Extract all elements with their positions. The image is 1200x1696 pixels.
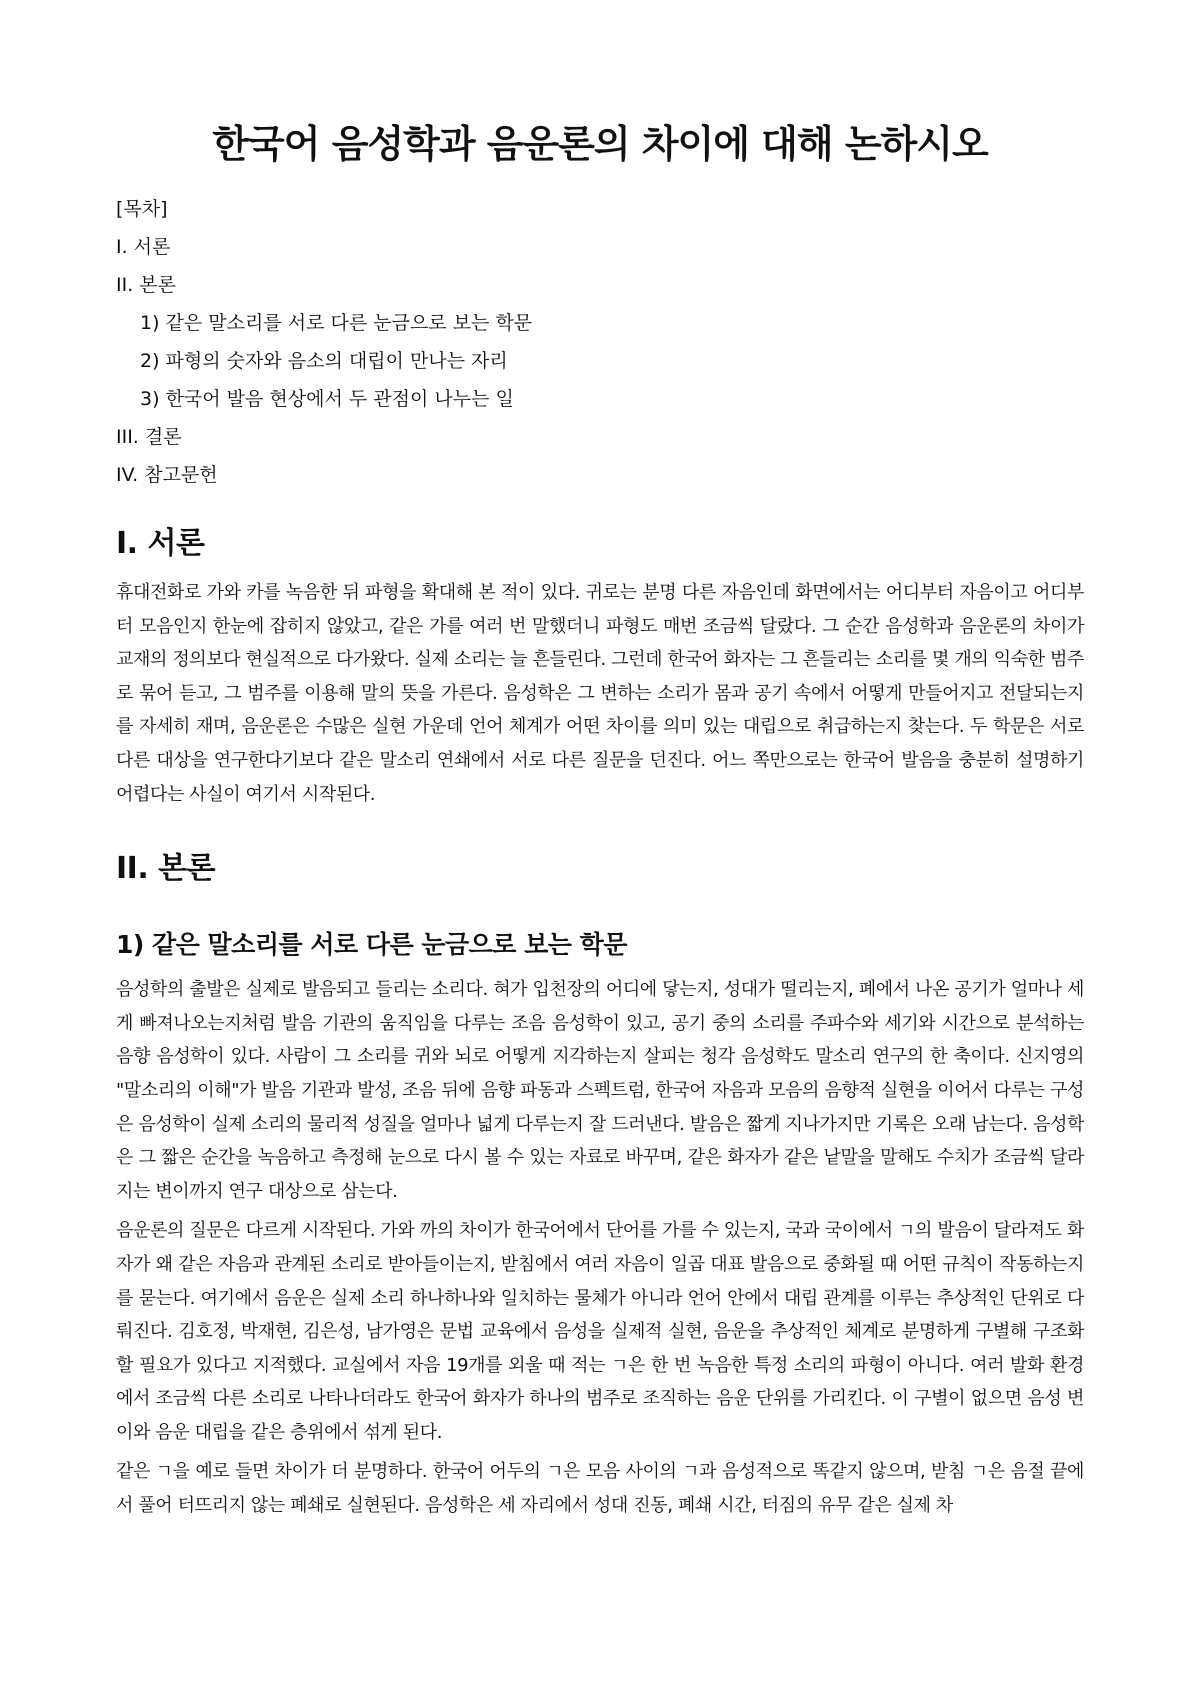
toc-item: IV. 참고문헌	[116, 464, 218, 486]
toc-item: I. 서론	[116, 236, 171, 258]
toc-heading: [목차]	[116, 198, 168, 220]
toc-item: III. 결론	[116, 426, 182, 448]
subsection-heading: 1) 같은 말소리를 서로 다른 눈금으로 보는 학문	[116, 930, 627, 960]
table-of-contents	[116, 190, 1084, 494]
section-heading-introduction: I. 서론	[116, 526, 205, 561]
toc-item: 3) 한국어 발음 현상에서 두 관점이 나누는 일	[140, 388, 514, 410]
body-paragraph: 같은 ㄱ을 예로 들면 차이가 더 분명하다. 한국어 어두의 ㄱ은 모음 사이의 ㄱ과 음성적으로 똑같지 않으며, 받침 ㄱ은 음절 끝에서 풀어 터뜨리지 않는 폐쇄로 실현된다. 음성학은 세 자리에서 성대 진동, 폐쇄 시간, 터짐의 유무 같은 실제 차	[116, 1461, 1084, 1517]
body-paragraph: 음운론의 질문은 다르게 시작된다. 가와 까의 차이가 한국어에서 단어를 가를 수 있는지, 국과 국이에서 ㄱ의 발음이 달라져도 화자가 왜 같은 자음과 관계된 소리로 받아들이는지, 받침에서 여러 자음이 일곱 대표 발음으로 중화될 때 어떤 규칙이 작동하는지를 묻는다. 여기에서 음운은 실제 소리 하나하나와 일치하는 물체가 아니라 언어 안에서 대립 관계를 이루는 추상적인 단위로 다뤄진다. 김호정, 박재현, 김은성, 남가영은 문법 교육에서 음성을 실제적 실현, 음운을 추상적인 체계로 분명하게 구별해 구조화할 필요가 있다고 지적했다. 교실에서 자음 19개를 외울 때 적는 ㄱ은 한 번 녹음한 특정 소리의 파형이 아니다. 여러 발화 환경에서 조금씩 다른 소리로 나타나더라도 한국어 화자가 하나의 범주로 조직하는 음운 단위를 가리킨다. 이 구별이 없으면 음성 변이와 음운 대립을 같은 층위에서 섞게 된다.	[116, 1220, 1084, 1443]
toc-item: II. 본론	[116, 274, 176, 296]
body-paragraph: 음성학의 출발은 실제로 발음되고 들리는 소리다. 혀가 입천장의 어디에 닿는지, 성대가 떨리는지, 폐에서 나온 공기가 얼마나 세게 빠져나오는지처럼 발음 기관의 움직임을 다루는 조음 음성학이 있고, 공기 중의 소리를 주파수와 세기와 시간으로 분석하는 음향 음성학이 있다. 사람이 그 소리를 귀와 뇌로 어떻게 지각하는지 살피는 청각 음성학도 말소리 연구의 한 축이다. 신지영의 "말소리의 이해"가 발음 기관과 발성, 조음 뒤에 음향 파동과 스펙트럼, 한국어 자음과 모음의 음향적 실현을 이어서 다루는 구성은 음성학이 실제 소리의 물리적 성질을 얼마나 넓게 다루는지 잘 드러낸다. 발음은 짧게 지나가지만 기록은 오래 남는다. 음성학은 그 짧은 순간을 녹음하고 측정해 눈으로 다시 볼 수 있는 자료로 바꾸며, 같은 화자가 같은 낱말을 말해도 수치가 조금씩 달라지는 변이까지 연구 대상으로 삼는다.	[116, 979, 1084, 1202]
toc-item: 1) 같은 말소리를 서로 다른 눈금으로 보는 학문	[140, 312, 533, 334]
document-title: 한국어 음성학과 음운론의 차이에 대해 논하시오	[212, 122, 988, 166]
section-heading-body: II. 본론	[116, 851, 216, 887]
body-paragraph: 휴대전화로 가와 카를 녹음한 뒤 파형을 확대해 본 적이 있다. 귀로는 분명 다른 자음인데 화면에서는 어디부터 자음이고 어디부터 모음인지 한눈에 잡히지 않았고, 같은 가를 여러 번 말했더니 파형도 매번 조금씩 달랐다. 그 순간 음성학과 음운론의 차이가 교재의 정의보다 현실적으로 다가왔다. 실제 소리는 늘 흔들린다. 그런데 한국어 화자는 그 흔들리는 소리를 몇 개의 익숙한 범주로 묶어 듣고, 그 범주를 이용해 말의 뜻을 가른다. 음성학은 그 변하는 소리가 몸과 공기 속에서 어떻게 만들어지고 전달되는지를 자세히 재며, 음운론은 수많은 실현 가운데 언어 체계가 어떤 차이를 의미 있는 대립으로 취급하는지 찾는다. 두 학문은 서로 다른 대상을 연구한다기보다 같은 말소리 연쇄에서 서로 다른 질문을 던진다. 어느 쪽만으로는 한국어 발음을 충분히 설명하기 어렵다는 사실이 여기서 시작된다.	[116, 582, 1084, 805]
toc-item: 2) 파형의 숫자와 음소의 대립이 만나는 자리	[140, 350, 508, 372]
